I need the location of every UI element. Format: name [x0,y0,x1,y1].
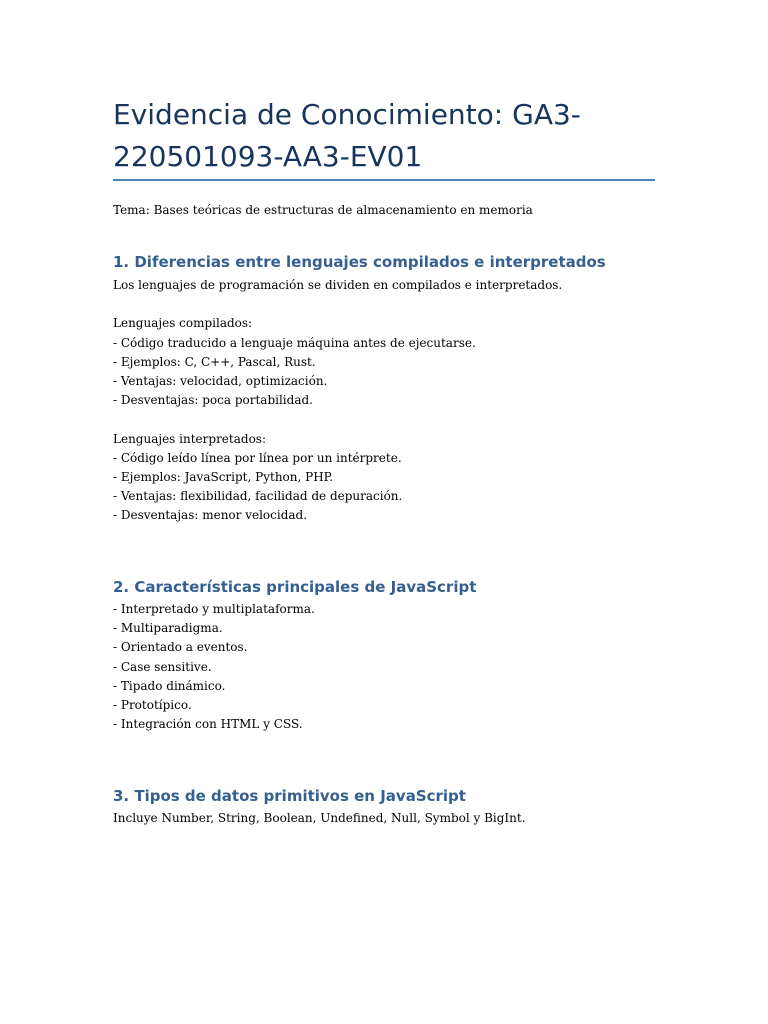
list-item: - Tipado dinámico. [113,678,226,693]
section-2-heading: 2. Características principales de JavaScript [113,578,477,596]
list-item: - Ejemplos: JavaScript, Python, PHP. [113,470,334,484]
list-item: - Case sensitive. [113,659,212,674]
list-item: - Ventajas: velocidad, optimización. [113,374,328,388]
compiled-label: Lenguajes compilados: [113,316,253,331]
section-2-body [113,600,315,734]
section-3-body [113,809,526,828]
list-item: - Orientado a eventos. [113,640,248,655]
list-item: - Código traducido a lenguaje máquina antes de ejecutarse. [113,335,476,350]
blank-line [113,295,562,314]
list-item: - Código leído línea por línea por un intérprete. [113,450,402,465]
list-item: - Integración con HTML y CSS. [113,717,303,732]
section-1-body [113,276,562,526]
list-item: - Desventajas: poca portabilidad. [113,393,313,408]
document-topic: Tema: Bases teóricas de estructuras de almacenamiento en memoria [113,203,533,217]
interpreted-label: Lenguajes interpretados: [113,431,266,446]
document-title: Evidencia de Conocimiento: GA3-220501093-AA3-EV01 [113,98,581,173]
section-1-intro: Los lenguajes de programación se dividen en compilados e interpretados. [113,278,563,292]
list-item: - Ventajas: flexibilidad, facilidad de depuración. [113,489,403,504]
list-item: - Prototípico. [113,698,192,713]
list-item: - Multiparadigma. [113,621,223,636]
section-3-heading: 3. Tipos de datos primitivos en JavaScript [113,787,466,805]
list-item: - Interpretado y multiplataforma. [113,602,315,616]
blank-line [113,410,562,429]
title-underline [113,179,655,181]
section-3-text: Incluye Number, String, Boolean, Undefined, Null, Symbol y BigInt. [113,811,526,825]
list-item: - Desventajas: menor velocidad. [113,508,308,523]
list-item: - Ejemplos: C, C++, Pascal, Rust. [113,354,316,369]
section-1-heading: 1. Diferencias entre lenguajes compilados e interpretados [113,253,606,271]
